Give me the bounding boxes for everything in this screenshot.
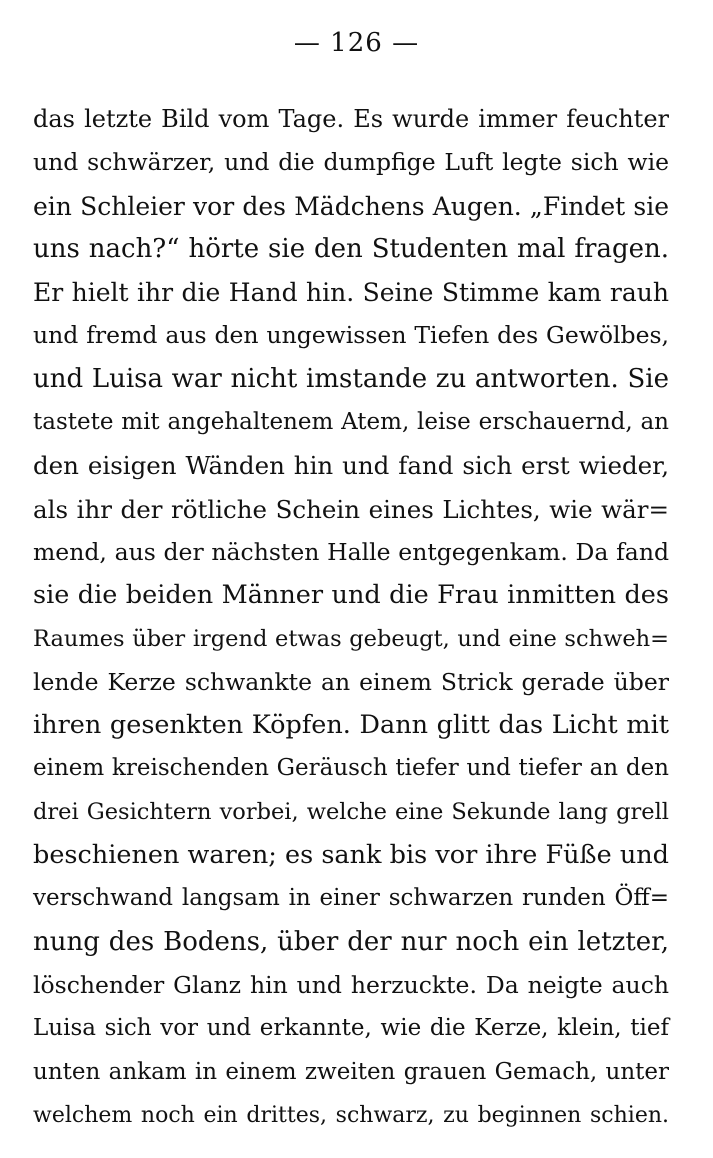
text-line: tastete mit angehaltenem Atem, leise erschauernd, an (33, 409, 669, 436)
text-line: löschender Glanz hin und herzuckte. Da neigte auch (33, 970, 669, 999)
text-line: einem kreischenden Geräusch tiefer und tiefer an den (33, 755, 669, 782)
text-line: sie die beiden Männer und die Frau inmitten des (33, 580, 669, 611)
text-line: mend, aus der nächsten Halle entgegenkam. Da fand (33, 537, 669, 566)
text-line: ein Schleier vor des Mädchens Augen. „Findet sie (33, 191, 669, 221)
text-line: ihren gesenkten Köpfen. Dann glitt das Licht mit (33, 710, 669, 741)
text-line: und schwärzer, und die dumpfige Luft legte sich wie (33, 148, 669, 177)
body-text (33, 98, 669, 1137)
text-line: und Luisa war nicht imstande zu antworten. Sie (33, 363, 669, 394)
text-line: das letzte Bild vom Tage. Es wurde immer feuchter (33, 105, 669, 133)
text-line: Raumes über irgend etwas gebeugt, und eine schweh= (33, 625, 669, 652)
page-number: — 126 — (293, 28, 420, 58)
text-line: als ihr der rötliche Schein eines Lichtes, wie wär= (33, 494, 669, 524)
text-line: lende Kerze schwankte an einem Strick gerade über (33, 667, 669, 696)
text-line: und fremd aus den ungewissen Tiefen des Gewölbes, (33, 321, 669, 350)
text-line: beschienen waren; es sank bis vor ihre Füße und (33, 840, 669, 871)
text-line: drei Gesichtern vorbei, welche eine Sekunde lang grell (33, 798, 669, 825)
text-line: nung des Bodens, über der nur noch ein letzter, (33, 926, 669, 957)
text-line: Er hielt ihr die Hand hin. Seine Stimme kam rauh (33, 278, 669, 308)
text-line: verschwand langsam in einer schwarzen runden Öff= (33, 885, 669, 912)
text-line: den eisigen Wänden hin und fand sich erst wieder, (33, 451, 669, 481)
text-line: Luisa sich vor und erkannte, wie die Kerze, klein, tief (33, 1015, 669, 1042)
text-line: welchem noch ein drittes, schwarz, zu beginnen schien. (33, 1102, 669, 1128)
text-line: uns nach?“ hörte sie den Studenten mal fragen. (33, 233, 669, 264)
text-line: unten ankam in einem zweiten grauen Gemach, unter (33, 1058, 669, 1085)
